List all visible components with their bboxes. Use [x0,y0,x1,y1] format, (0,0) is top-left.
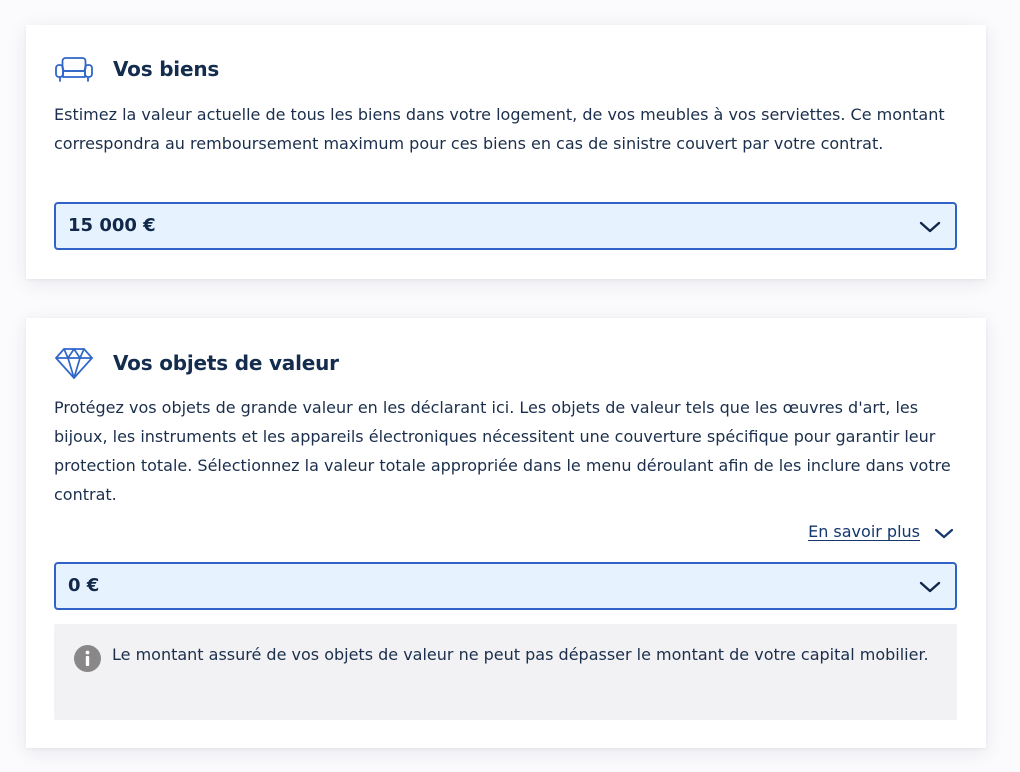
objets-valeur-title: Vos objets de valeur [113,351,339,375]
diamond-icon [54,346,94,380]
info-notice [54,624,957,720]
objets-valeur-select-value: 0 € [68,575,100,596]
en-savoir-plus-link[interactable] [808,522,954,541]
biens-header [54,52,219,86]
objets-valeur-card [26,318,986,748]
biens-title: Vos biens [113,57,220,81]
armchair-icon [54,52,94,86]
en-savoir-plus-label: En savoir plus [808,522,920,541]
chevron-down-icon [919,219,941,233]
objets-valeur-description: Protégez vos objets de grande valeur en les déclarant ici. Les objets de valeur tels que les œuvres d'art, les bijoux, les instruments et les appareils électroniques nécessitent une couverture spécifique pour garantir leur protection totale. Sélectionnez la valeur totale appropriée dans le menu déroulant afin de les inclure dans votre contrat. [54,398,951,504]
info-icon [74,645,101,672]
biens-select-value: 15 000 € [68,215,156,236]
objets-valeur-select[interactable] [54,562,957,610]
biens-description: Estimez la valeur actuelle de tous les biens dans votre logement, de vos meubles à vos serviettes. Ce montant correspondra au remboursement maximum pour ces biens en cas de sinistre couvert par votre contrat. [54,105,945,153]
biens-value-select[interactable] [54,202,957,250]
info-text: Le montant assuré de vos objets de valeur ne peut pas dépasser le montant de votre capital mobilier. [112,645,929,664]
chevron-down-icon [934,525,954,538]
chevron-down-icon [919,579,941,593]
objets-valeur-header [54,346,339,380]
biens-card [26,25,986,279]
